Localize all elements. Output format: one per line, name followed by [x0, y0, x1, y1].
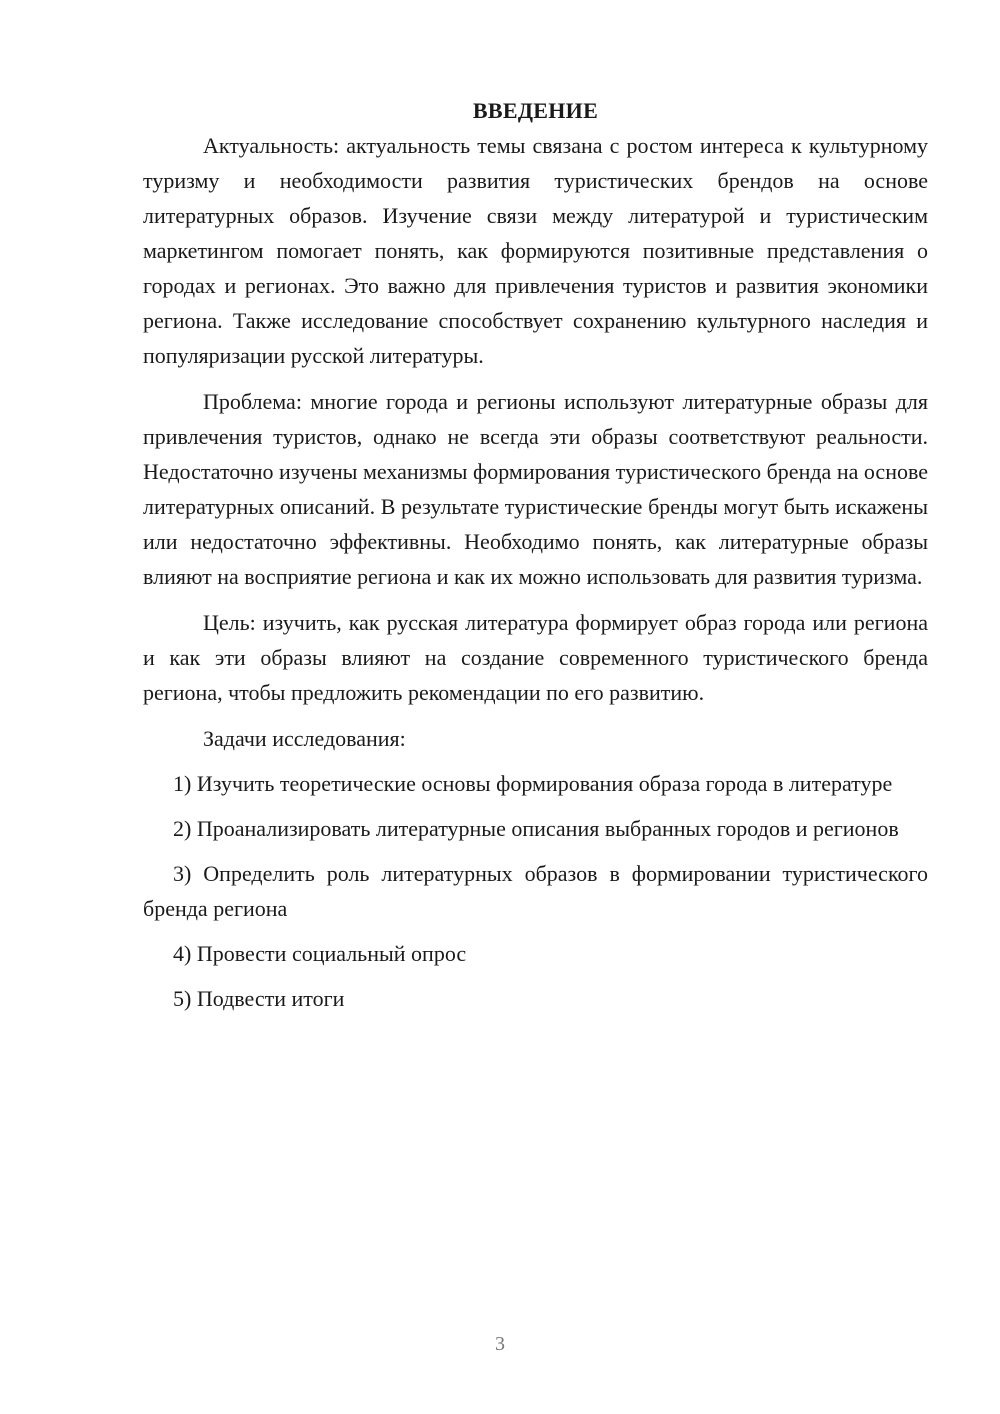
paragraph-problem: Проблема: многие города и регионы используют литературные образы для привлечения туристов, однако не всегда эти образы соответствуют реальности. Недостаточно изучены механизмы формирования туристического бренда на основе литературных описаний. В результате туристические бренды могут быть искажены или недостаточно эффективны. Необходимо понять, как литературные образы влияют на восприятие региона и как их можно использовать для развития туризма. — [143, 389, 928, 589]
task-item: 4) Провести социальный опрос — [173, 941, 467, 966]
section-title: ВВЕДЕНИЕ — [472, 98, 599, 123]
paragraph-relevance: Актуальность: актуальность темы связана с ростом интереса к культурному туризму и необходимости развития туристических брендов на основе литературных образов. Изучение связи между литературой и туристическим маркетингом помогает понять, как формируются позитивные представления о городах и регионах. Это важно для привлечения туристов и развития экономики региона. Также исследование способствует сохранению культурного наследия и популяризации русской литературы. — [143, 133, 928, 368]
page-number: 3 — [495, 1333, 505, 1355]
task-item: 5) Подвести итоги — [173, 986, 345, 1011]
task-item: 2) Проанализировать литературные описания выбранных городов и регионов — [173, 816, 899, 841]
task-item: 1) Изучить теоретические основы формирования образа города в литературе — [173, 771, 893, 796]
tasks-heading: Задачи исследования: — [203, 726, 406, 751]
task-item: 3) Определить роль литературных образов в формировании туристического бренда региона — [143, 861, 928, 921]
page-content — [143, 93, 928, 1016]
tasks-list — [143, 766, 928, 1016]
paragraph-goal: Цель: изучить, как русская литература формирует образ города или региона и как эти образы влияют на создание современного туристического бренда региона, чтобы предложить рекомендации по его развитию. — [143, 610, 928, 705]
